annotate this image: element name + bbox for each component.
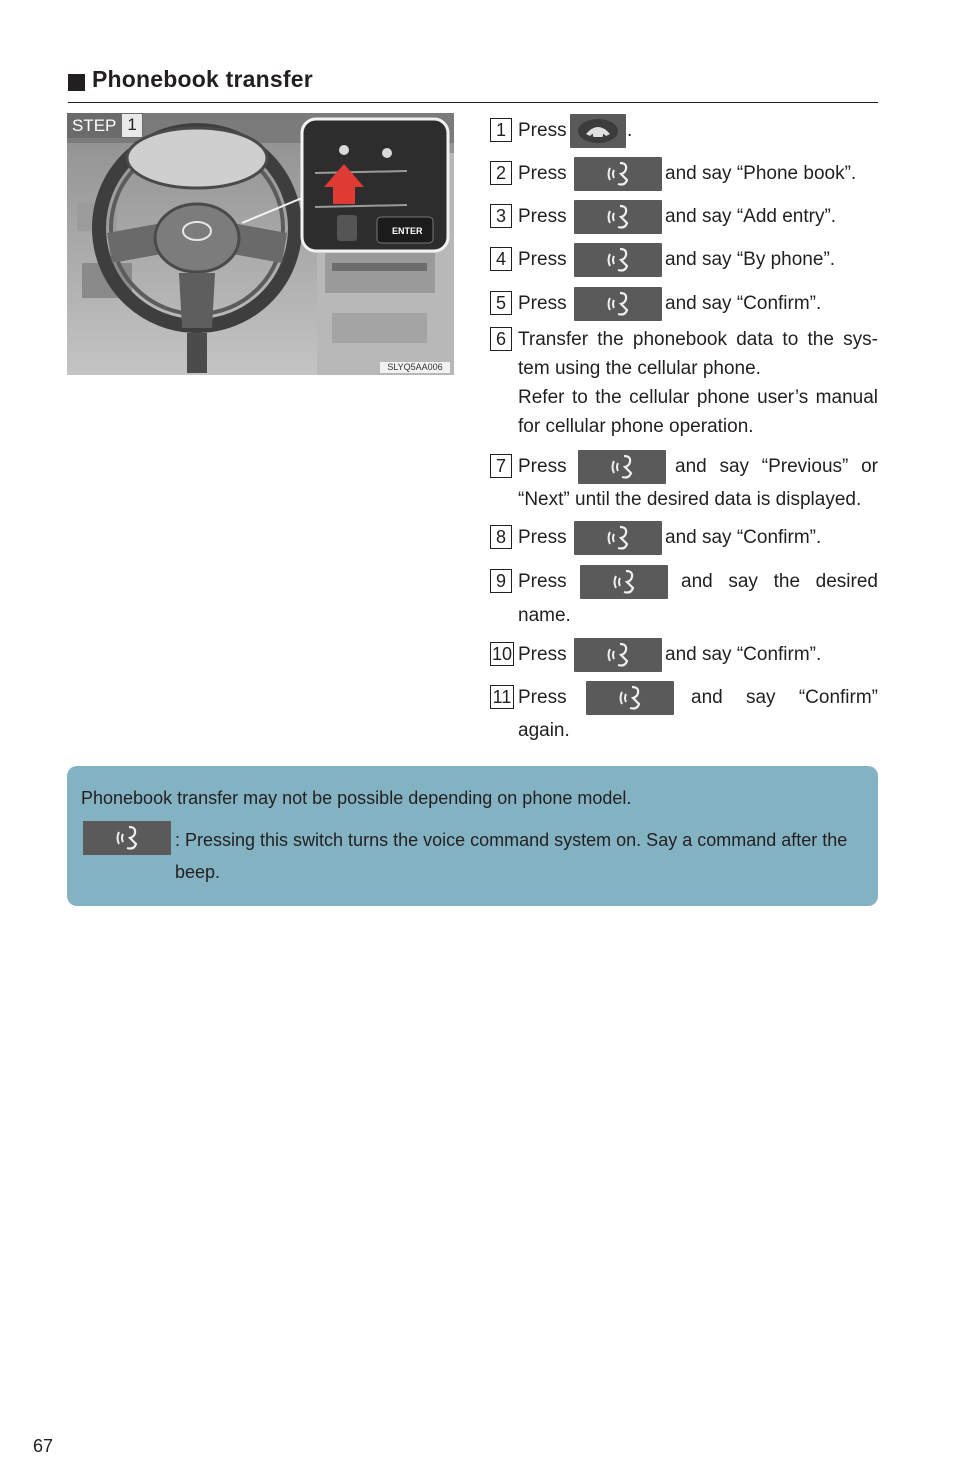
step-after-text: and say “Confirm” xyxy=(691,687,878,708)
step-after-text: and say “Previous” or xyxy=(675,456,878,477)
phone-icon xyxy=(570,114,626,148)
step-number-box: 8 xyxy=(490,525,512,549)
step-6-line-1: Transfer the phonebook data to the sys- xyxy=(518,329,878,350)
step-after-text: . xyxy=(627,120,633,141)
step-after-text: and say “Confirm”. xyxy=(665,293,822,314)
step-9-line-2: name. xyxy=(518,605,571,626)
step-number-box: 7 xyxy=(490,454,512,478)
section-title: Phonebook transfer xyxy=(92,66,313,92)
step-after-text: and say “Add entry”. xyxy=(665,206,837,227)
step-press-text: Press xyxy=(518,293,567,314)
step-11-line-2: again. xyxy=(518,720,570,741)
step-press-text: Press xyxy=(518,249,567,270)
note-text-2: : Pressing this switch turns the voice command system on. Say a command after the beep. xyxy=(175,830,848,882)
section-heading xyxy=(68,66,878,103)
voice-command-icon xyxy=(574,638,662,672)
step-after-text: and say the desired xyxy=(681,571,878,592)
step-tag-label: STEP xyxy=(67,113,121,138)
step-7-line-2: “Next” until the desired data is displayed. xyxy=(518,489,862,510)
voice-command-icon xyxy=(574,243,662,277)
voice-command-icon xyxy=(574,287,662,321)
voice-command-icon xyxy=(574,521,662,555)
step-number-box: 9 xyxy=(490,569,512,593)
step-press-text: Press xyxy=(518,527,567,548)
heading-square-icon xyxy=(68,74,85,91)
step-number-box: 1 xyxy=(490,118,512,142)
voice-command-icon xyxy=(574,157,662,191)
step-press-text: Press xyxy=(518,163,567,184)
step-6-line-2: tem using the cellular phone. xyxy=(518,358,761,379)
step-6-line-3: Refer to the cellular phone user’s manual xyxy=(518,387,878,408)
step-press-text: Press xyxy=(518,571,567,592)
voice-command-icon xyxy=(574,200,662,234)
note-text-1: Phonebook transfer may not be possible depending on phone model. xyxy=(81,788,632,808)
step-press-text: Press xyxy=(518,206,567,227)
step-press-text: Press xyxy=(518,120,567,141)
voice-command-icon xyxy=(586,681,674,715)
step-press-text: Press xyxy=(518,644,567,665)
step-after-text: and say “Confirm”. xyxy=(665,527,822,548)
step-number-box: 5 xyxy=(490,291,512,315)
steering-wheel-photo xyxy=(67,113,454,375)
step-tag-number: 1 xyxy=(121,113,142,138)
step-tag xyxy=(67,113,143,138)
voice-command-icon xyxy=(83,821,171,855)
page-number: 67 xyxy=(33,1436,54,1456)
voice-command-icon xyxy=(580,565,668,599)
step-press-text: Press xyxy=(518,687,567,708)
step-after-text: and say “By phone”. xyxy=(665,249,836,270)
step-number-box: 2 xyxy=(490,161,512,185)
step-after-text: and say “Phone book”. xyxy=(665,163,857,184)
svg-text:ENTER: ENTER xyxy=(392,226,423,236)
step-number-box: 3 xyxy=(490,204,512,228)
step-after-text: and say “Confirm”. xyxy=(665,644,822,665)
step-6-line-4: for cellular phone operation. xyxy=(518,416,754,437)
image-code: SLYQ5AA006 xyxy=(380,362,450,373)
step-number-box: 6 xyxy=(490,327,512,351)
info-note-box xyxy=(67,766,878,906)
step-number-box: 10 xyxy=(491,644,513,664)
voice-command-icon xyxy=(578,450,666,484)
step-number-box: 11 xyxy=(490,685,514,709)
step-press-text: Press xyxy=(518,456,567,477)
step-number-box: 4 xyxy=(490,247,512,271)
